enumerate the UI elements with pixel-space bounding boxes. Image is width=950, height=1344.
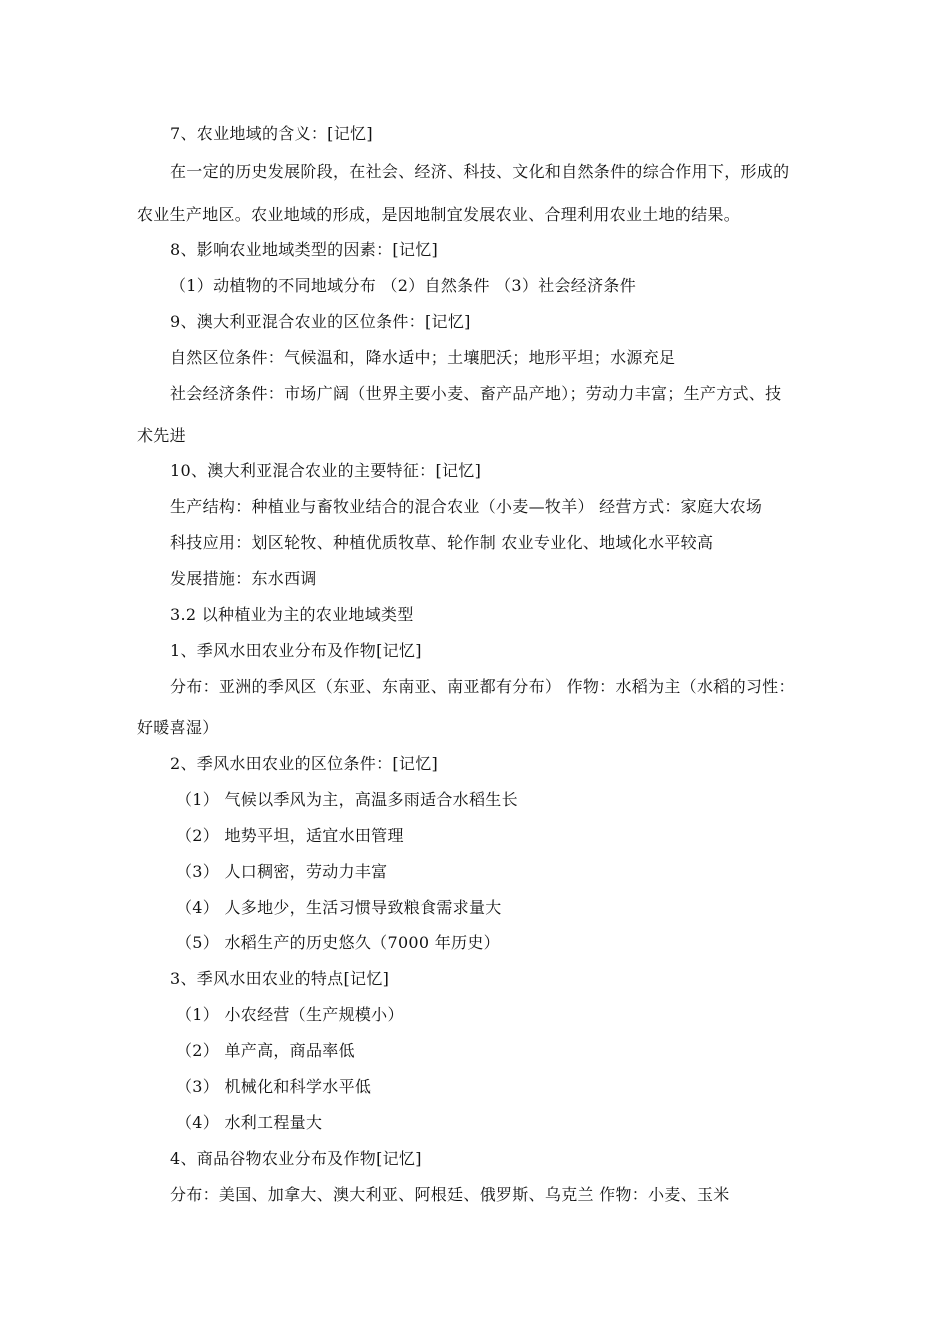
paragraph-line: 农业生产地区。农业地域的形成，是因地制宜发展农业、合理利用农业土地的结果。	[137, 205, 741, 224]
paragraph-line: 术先进	[137, 426, 186, 445]
list-item: （4） 人多地少，生活习惯导致粮食需求量大	[176, 898, 502, 917]
section-heading-3-2: 3.2 以种植业为主的农业地域类型	[170, 605, 414, 624]
paragraph-line: 发展措施：东水西调	[170, 569, 317, 588]
list-item: （1） 气候以季风为主，高温多雨适合水稻生长	[176, 790, 518, 809]
heading-4: 4、商品谷物农业分布及作物[记忆]	[170, 1149, 422, 1168]
paragraph-line: 生产结构：种植业与畜牧业结合的混合农业（小麦—牧羊） 经营方式：家庭大农场	[170, 497, 763, 516]
paragraph-line: 自然区位条件：气候温和，降水适中；土壤肥沃；地形平坦；水源充足	[170, 348, 676, 367]
list-item: （2） 地势平坦，适宜水田管理	[176, 826, 404, 845]
list-item: （2） 单产高，商品率低	[176, 1041, 355, 1060]
heading-1: 1、季风水田农业分布及作物[记忆]	[170, 641, 422, 660]
paragraph-line: （1）动植物的不同地域分布 （2）自然条件 （3）社会经济条件	[170, 276, 637, 295]
paragraph-line: 社会经济条件：市场广阔（世界主要小麦、畜产品产地）；劳动力丰富；生产方式、技	[170, 384, 782, 403]
heading-8: 8、影响农业地域类型的因素：[记忆]	[170, 240, 439, 259]
heading-9: 9、澳大利亚混合农业的区位条件：[记忆]	[170, 312, 471, 331]
heading-10: 10、澳大利亚混合农业的主要特征：[记忆]	[170, 461, 482, 480]
heading-3: 3、季风水田农业的特点[记忆]	[170, 969, 390, 988]
paragraph-line: 分布：美国、加拿大、澳大利亚、阿根廷、俄罗斯、乌克兰 作物：小麦、玉米	[170, 1185, 730, 1204]
heading-7: 7、农业地域的含义：[记忆]	[170, 124, 373, 143]
list-item: （5） 水稻生产的历史悠久（7000 年历史）	[176, 933, 500, 952]
paragraph-line: 在一定的历史发展阶段，在社会、经济、科技、文化和自然条件的综合作用下，形成的	[170, 162, 790, 181]
paragraph-line: 好暖喜湿）	[137, 718, 219, 737]
heading-2: 2、季风水田农业的区位条件：[记忆]	[170, 754, 439, 773]
list-item: （3） 人口稠密，劳动力丰富	[176, 862, 388, 881]
list-item: （1） 小农经营（生产规模小）	[176, 1005, 404, 1024]
list-item: （3） 机械化和科学水平低	[176, 1077, 372, 1096]
list-item: （4） 水利工程量大	[176, 1113, 323, 1132]
paragraph-line: 分布：亚洲的季风区（东亚、东南亚、南亚都有分布） 作物：水稻为主（水稻的习性：	[170, 677, 795, 696]
paragraph-line: 科技应用：划区轮牧、种植优质牧草、轮作制 农业专业化、地域化水平较高	[170, 533, 714, 552]
